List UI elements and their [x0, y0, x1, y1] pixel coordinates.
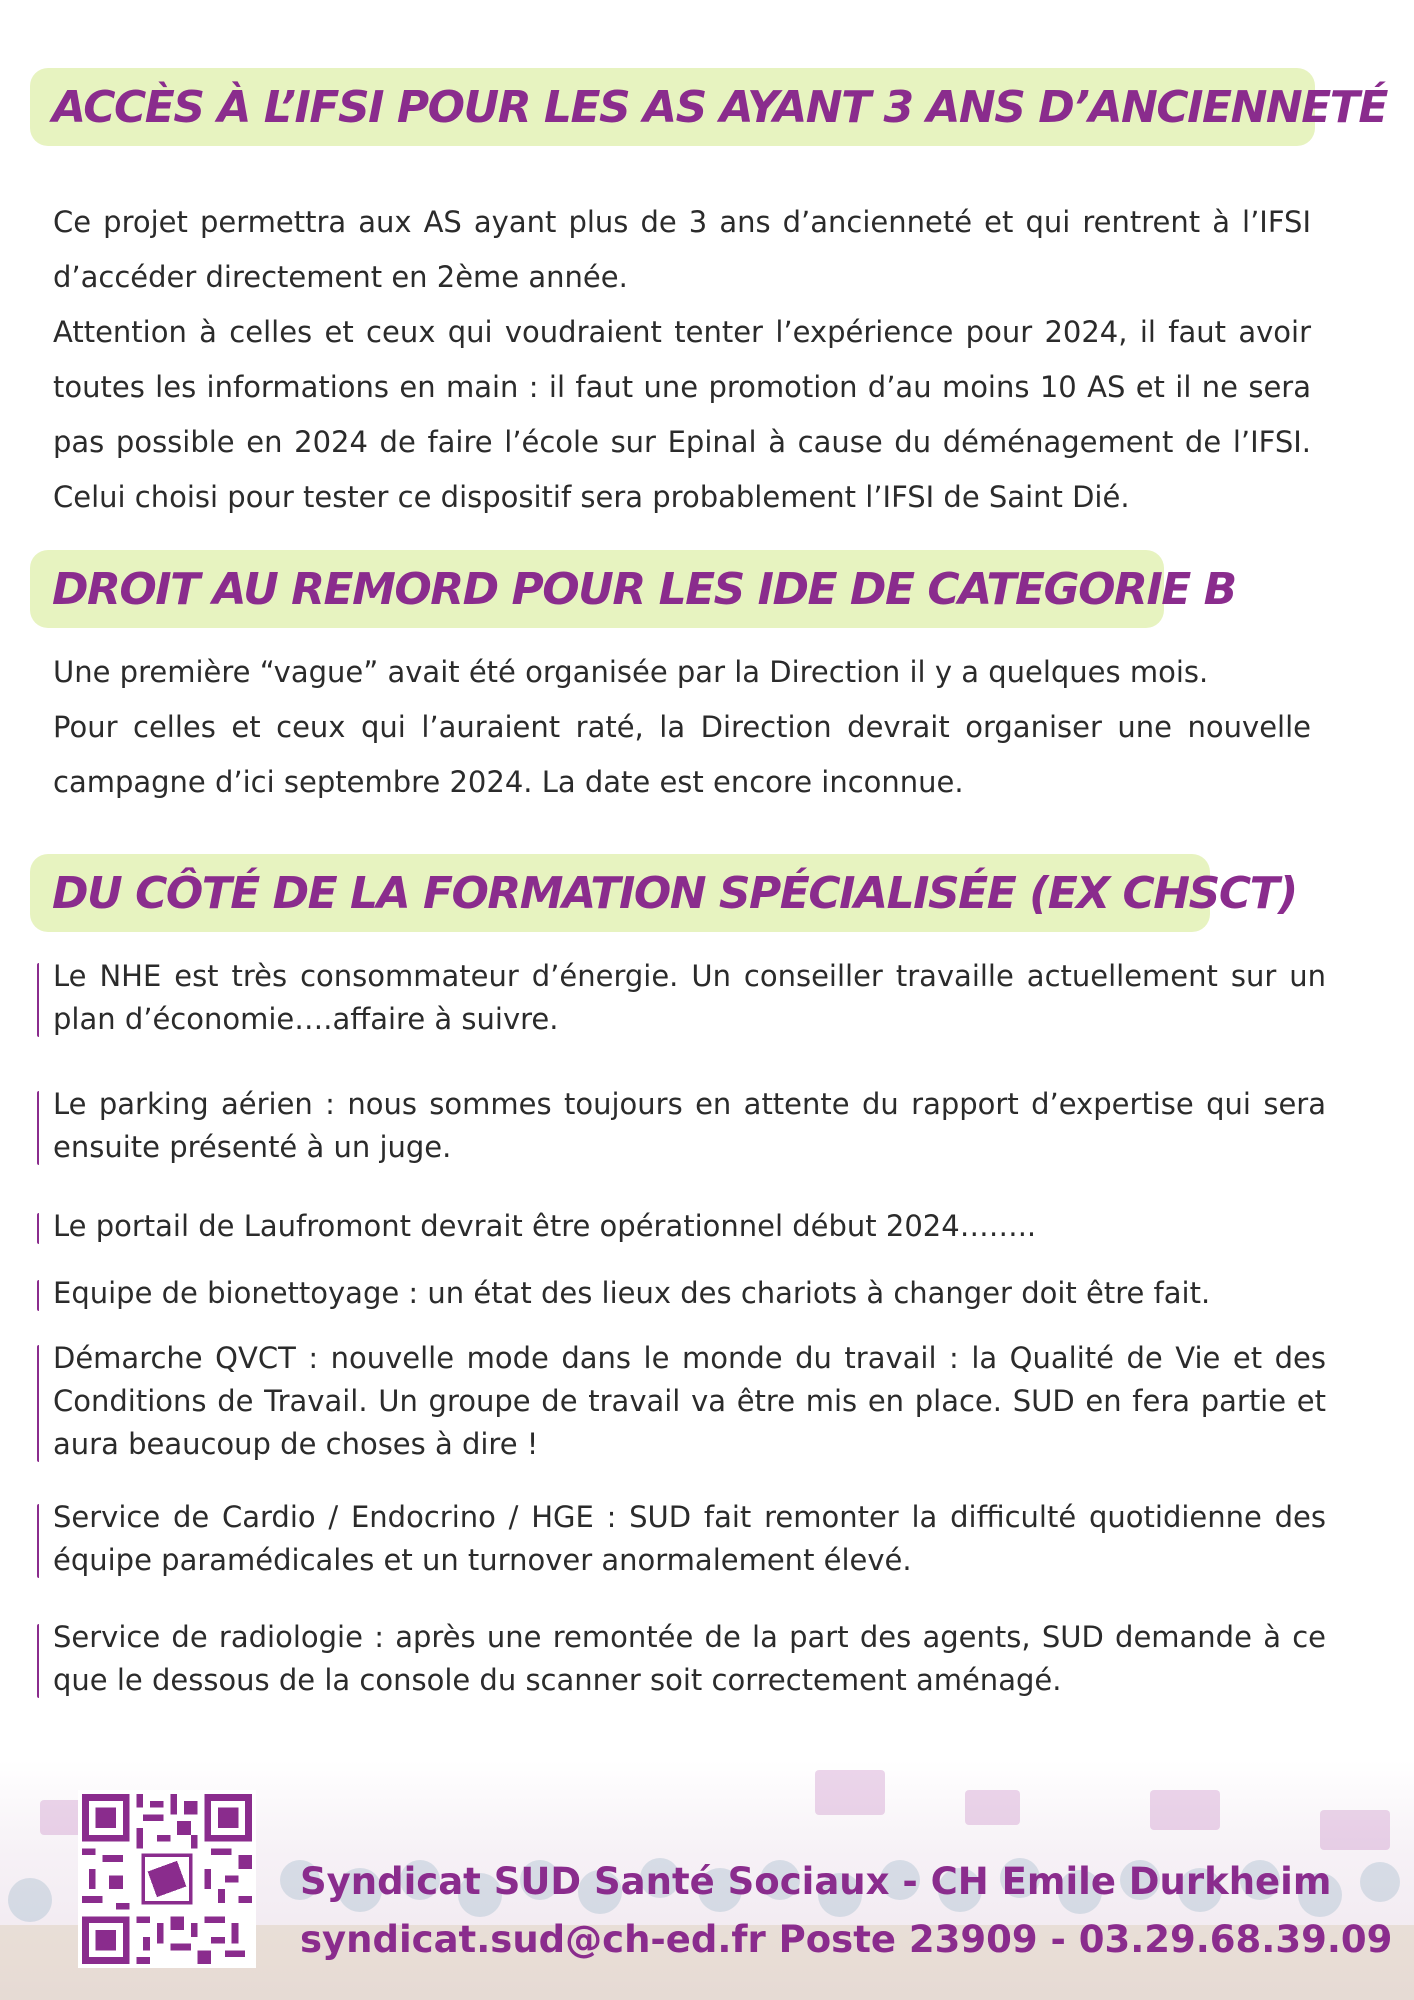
footer-contact: syndicat.sud@ch-ed.fr Poste 23909 - 03.29.68.39.09 [300, 1918, 1393, 1961]
list-item-text: Service de radiologie : après une remontée de la part des agents, SUD demande à ce que le dessous de la console du scanner soit correctement aménagé. [53, 1620, 1326, 1697]
list-item [53, 1616, 1326, 1702]
bracket-mark [37, 1213, 43, 1244]
list-item-text: Equipe de bionettoyage : un état des lieux des chariots à changer doit être fait. [53, 1276, 1211, 1310]
list-item [53, 1083, 1326, 1169]
bracket-mark [37, 963, 43, 1037]
list-item-text: Le portail de Laufromont devrait être opérationnel début 2024…….. [53, 1209, 1037, 1243]
list-item-text: Démarche QVCT : nouvelle mode dans le monde du travail : la Qualité de Vie et des Conditions de Travail. Un groupe de travail va être mis en place. SUD en fera partie et aura beaucoup de choses à dire ! [53, 1341, 1326, 1461]
bracket-mark [37, 1091, 43, 1165]
qr-code[interactable] [78, 1790, 256, 1968]
paragraph: Une première “vague” avait été organisée par la Direction il y a quelques mois. [53, 655, 1209, 689]
bracket-mark [37, 1280, 43, 1311]
list-item [53, 1205, 1326, 1248]
footer-union-name: Syndicat SUD Santé Sociaux - CH Emile Durkheim [300, 1860, 1332, 1903]
paragraph: Ce projet permettra aux AS ayant plus de 3 ans d’ancienneté et qui rentrent à l’IFSI d’accéder directement en 2ème année. [53, 205, 1311, 294]
section-title-droit-au-remord: DROIT AU REMORD POUR LES IDE DE CATEGORIE B [30, 550, 1164, 628]
bracket-mark [37, 1504, 43, 1578]
footer-banner [0, 1760, 1414, 2000]
list-item [53, 1337, 1326, 1466]
list-item [53, 1496, 1326, 1582]
list-item [53, 955, 1326, 1041]
list-item-text: Service de Cardio / Endocrino / HGE : SUD fait remonter la difficulté quotidienne des équipe paramédicales et un turnover anormalement élevé. [53, 1500, 1326, 1577]
section-body-ifsi-access [53, 195, 1311, 525]
paragraph: Pour celles et ceux qui l’auraient raté, la Direction devrait organiser une nouvelle campagne d’ici septembre 2024. La date est encore inconnue. [53, 710, 1311, 799]
section-title-ifsi-access: ACCÈS À L’IFSI POUR LES AS AYANT 3 ANS D’ANCIENNETÉ [30, 68, 1315, 146]
bracket-mark [37, 1345, 43, 1462]
section-title-formation-specialisee: DU CÔTÉ DE LA FORMATION SPÉCIALISÉE (EX CHSCT) [30, 854, 1210, 932]
paragraph: Attention à celles et ceux qui voudraient tenter l’expérience pour 2024, il faut avoir toutes les informations en main : il faut une promotion d’au moins 10 AS et il ne sera pas possible en 2024 de faire l’école sur Epinal à cause du déménagement de l’IFSI. Celui choisi pour tester ce dispositif sera probablement l’IFSI de Saint Dié. [53, 315, 1311, 514]
section-body-droit-au-remord [53, 645, 1311, 810]
list-item-text: Le parking aérien : nous sommes toujours en attente du rapport d’expertise qui sera ensuite présenté à un juge. [53, 1087, 1326, 1164]
qr-code-icon [82, 1794, 252, 1964]
list-item [53, 1272, 1326, 1315]
bracket-mark [37, 1624, 43, 1698]
list-item-text: Le NHE est très consommateur d’énergie. Un conseiller travaille actuellement sur un plan d’économie….affaire à suivre. [53, 959, 1326, 1036]
